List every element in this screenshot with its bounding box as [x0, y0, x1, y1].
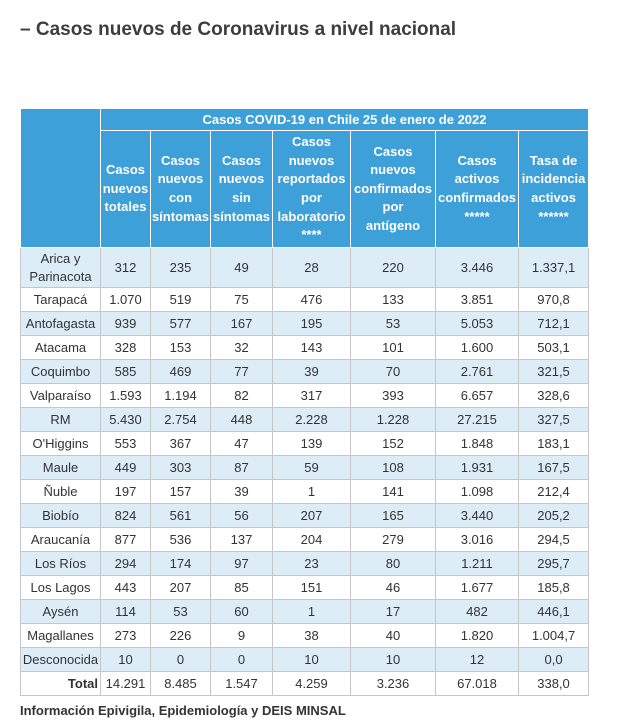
casos-laboratorio-cell: 317	[273, 384, 351, 408]
casos-antigeno-cell: 70	[351, 360, 436, 384]
table-row	[21, 432, 589, 456]
region-cell: Valparaíso	[21, 384, 101, 408]
casos-activos-cell: 1.600	[436, 336, 519, 360]
casos-con-sintomas-cell: 153	[151, 336, 211, 360]
casos-nuevos-totales-cell: 10	[101, 648, 151, 672]
casos-laboratorio-cell: 207	[273, 504, 351, 528]
casos-laboratorio-cell: 39	[273, 360, 351, 384]
casos-activos-cell: 1.677	[436, 576, 519, 600]
tasa-incidencia-cell: 712,1	[519, 312, 589, 336]
casos-nuevos-totales-cell: 1.593	[101, 384, 151, 408]
region-cell: Ñuble	[21, 480, 101, 504]
casos-sin-sintomas-cell: 85	[211, 576, 273, 600]
total-casos-laboratorio-cell: 4.259	[273, 672, 351, 696]
casos-nuevos-totales-cell: 312	[101, 248, 151, 288]
casos-sin-sintomas-cell: 9	[211, 624, 273, 648]
table-row	[21, 552, 589, 576]
tasa-incidencia-cell: 1.337,1	[519, 248, 589, 288]
casos-con-sintomas-cell: 235	[151, 248, 211, 288]
region-cell: Desconocida	[21, 648, 101, 672]
tasa-incidencia-cell: 212,4	[519, 480, 589, 504]
casos-laboratorio-cell: 1	[273, 600, 351, 624]
casos-antigeno-cell: 393	[351, 384, 436, 408]
tasa-incidencia-cell: 327,5	[519, 408, 589, 432]
casos-con-sintomas-cell: 174	[151, 552, 211, 576]
casos-laboratorio-cell: 476	[273, 288, 351, 312]
casos-antigeno-cell: 152	[351, 432, 436, 456]
header-tasa-incidencia: Tasa de incidencia activos ******	[519, 131, 589, 248]
region-cell: RM	[21, 408, 101, 432]
casos-activos-cell: 3.016	[436, 528, 519, 552]
tasa-incidencia-cell: 446,1	[519, 600, 589, 624]
casos-nuevos-totales-cell: 443	[101, 576, 151, 600]
casos-sin-sintomas-cell: 167	[211, 312, 273, 336]
casos-nuevos-totales-cell: 449	[101, 456, 151, 480]
casos-nuevos-totales-cell: 197	[101, 480, 151, 504]
table-row	[21, 312, 589, 336]
header-casos-activos: Casos activos confirmados *****	[436, 131, 519, 248]
table-row	[21, 336, 589, 360]
header-casos-laboratorio: Casos nuevos reportados por laboratorio ****	[273, 131, 351, 248]
casos-activos-cell: 6.657	[436, 384, 519, 408]
table-row	[21, 408, 589, 432]
casos-con-sintomas-cell: 469	[151, 360, 211, 384]
header-casos-con-sintomas: Casos nuevos con síntomas	[151, 131, 211, 248]
total-label: Total	[21, 672, 101, 696]
casos-sin-sintomas-cell: 32	[211, 336, 273, 360]
header-casos-nuevos-totales: Casos nuevos totales	[101, 131, 151, 248]
casos-activos-cell: 1.931	[436, 456, 519, 480]
casos-antigeno-cell: 141	[351, 480, 436, 504]
casos-con-sintomas-cell: 53	[151, 600, 211, 624]
table-row	[21, 600, 589, 624]
region-cell: Aysén	[21, 600, 101, 624]
page-title: – Casos nuevos de Coronavirus a nivel nacional	[20, 19, 457, 40]
casos-sin-sintomas-cell: 87	[211, 456, 273, 480]
source-footer: Información Epivigila, Epidemiología y DEIS MINSAL	[20, 703, 346, 718]
casos-antigeno-cell: 46	[351, 576, 436, 600]
casos-con-sintomas-cell: 519	[151, 288, 211, 312]
casos-sin-sintomas-cell: 137	[211, 528, 273, 552]
casos-sin-sintomas-cell: 60	[211, 600, 273, 624]
total-casos-con-sintomas-cell: 8.485	[151, 672, 211, 696]
casos-nuevos-totales-cell: 553	[101, 432, 151, 456]
casos-con-sintomas-cell: 0	[151, 648, 211, 672]
casos-laboratorio-cell: 38	[273, 624, 351, 648]
casos-activos-cell: 482	[436, 600, 519, 624]
casos-antigeno-cell: 10	[351, 648, 436, 672]
casos-laboratorio-cell: 28	[273, 248, 351, 288]
region-cell: Antofagasta	[21, 312, 101, 336]
tasa-incidencia-cell: 295,7	[519, 552, 589, 576]
casos-activos-cell: 1.098	[436, 480, 519, 504]
casos-nuevos-totales-cell: 5.430	[101, 408, 151, 432]
tasa-incidencia-cell: 0,0	[519, 648, 589, 672]
tasa-incidencia-cell: 167,5	[519, 456, 589, 480]
region-cell: O'Higgins	[21, 432, 101, 456]
tasa-incidencia-cell: 185,8	[519, 576, 589, 600]
table-caption: Casos COVID-19 en Chile 25 de enero de 2022	[101, 109, 589, 131]
casos-antigeno-cell: 80	[351, 552, 436, 576]
header-casos-antigeno: Casos nuevos confirmados por antígeno	[351, 131, 436, 248]
covid-cases-table	[20, 108, 589, 696]
table-row	[21, 480, 589, 504]
tasa-incidencia-cell: 1.004,7	[519, 624, 589, 648]
casos-sin-sintomas-cell: 56	[211, 504, 273, 528]
casos-nuevos-totales-cell: 939	[101, 312, 151, 336]
table-row	[21, 360, 589, 384]
casos-antigeno-cell: 165	[351, 504, 436, 528]
tasa-incidencia-cell: 183,1	[519, 432, 589, 456]
casos-con-sintomas-cell: 157	[151, 480, 211, 504]
casos-sin-sintomas-cell: 49	[211, 248, 273, 288]
total-tasa-incidencia-cell: 338,0	[519, 672, 589, 696]
table-body	[21, 248, 589, 696]
table-row	[21, 456, 589, 480]
tasa-incidencia-cell: 294,5	[519, 528, 589, 552]
casos-sin-sintomas-cell: 448	[211, 408, 273, 432]
casos-activos-cell: 12	[436, 648, 519, 672]
region-header-cell	[21, 109, 101, 248]
table-row	[21, 576, 589, 600]
casos-sin-sintomas-cell: 75	[211, 288, 273, 312]
casos-sin-sintomas-cell: 39	[211, 480, 273, 504]
casos-nuevos-totales-cell: 294	[101, 552, 151, 576]
casos-con-sintomas-cell: 2.754	[151, 408, 211, 432]
region-cell: Coquimbo	[21, 360, 101, 384]
region-cell: Biobío	[21, 504, 101, 528]
casos-sin-sintomas-cell: 47	[211, 432, 273, 456]
table-caption-row	[21, 109, 589, 131]
casos-laboratorio-cell: 151	[273, 576, 351, 600]
casos-con-sintomas-cell: 303	[151, 456, 211, 480]
casos-antigeno-cell: 108	[351, 456, 436, 480]
total-casos-sin-sintomas-cell: 1.547	[211, 672, 273, 696]
casos-con-sintomas-cell: 536	[151, 528, 211, 552]
casos-nuevos-totales-cell: 114	[101, 600, 151, 624]
region-cell: Los Ríos	[21, 552, 101, 576]
casos-nuevos-totales-cell: 877	[101, 528, 151, 552]
casos-con-sintomas-cell: 226	[151, 624, 211, 648]
casos-con-sintomas-cell: 1.194	[151, 384, 211, 408]
total-row	[21, 672, 589, 696]
casos-laboratorio-cell: 10	[273, 648, 351, 672]
casos-laboratorio-cell: 204	[273, 528, 351, 552]
casos-antigeno-cell: 279	[351, 528, 436, 552]
casos-activos-cell: 3.446	[436, 248, 519, 288]
casos-antigeno-cell: 101	[351, 336, 436, 360]
region-cell: Los Lagos	[21, 576, 101, 600]
table-row	[21, 384, 589, 408]
casos-laboratorio-cell: 2.228	[273, 408, 351, 432]
casos-con-sintomas-cell: 367	[151, 432, 211, 456]
casos-antigeno-cell: 220	[351, 248, 436, 288]
casos-laboratorio-cell: 195	[273, 312, 351, 336]
tasa-incidencia-cell: 328,6	[519, 384, 589, 408]
casos-laboratorio-cell: 139	[273, 432, 351, 456]
total-casos-activos-cell: 67.018	[436, 672, 519, 696]
casos-activos-cell: 27.215	[436, 408, 519, 432]
casos-activos-cell: 1.820	[436, 624, 519, 648]
table-row	[21, 648, 589, 672]
casos-activos-cell: 1.848	[436, 432, 519, 456]
casos-con-sintomas-cell: 561	[151, 504, 211, 528]
column-headers-row	[21, 131, 589, 248]
tasa-incidencia-cell: 503,1	[519, 336, 589, 360]
casos-nuevos-totales-cell: 273	[101, 624, 151, 648]
casos-antigeno-cell: 17	[351, 600, 436, 624]
casos-antigeno-cell: 1.228	[351, 408, 436, 432]
casos-antigeno-cell: 53	[351, 312, 436, 336]
header-casos-sin-sintomas: Casos nuevos sin síntomas	[211, 131, 273, 248]
table-row	[21, 624, 589, 648]
region-cell: Tarapacá	[21, 288, 101, 312]
casos-activos-cell: 5.053	[436, 312, 519, 336]
casos-sin-sintomas-cell: 97	[211, 552, 273, 576]
casos-activos-cell: 3.440	[436, 504, 519, 528]
table-row	[21, 504, 589, 528]
casos-nuevos-totales-cell: 328	[101, 336, 151, 360]
region-cell: Araucanía	[21, 528, 101, 552]
casos-laboratorio-cell: 23	[273, 552, 351, 576]
table-row	[21, 288, 589, 312]
tasa-incidencia-cell: 970,8	[519, 288, 589, 312]
casos-sin-sintomas-cell: 82	[211, 384, 273, 408]
casos-nuevos-totales-cell: 585	[101, 360, 151, 384]
table-row	[21, 528, 589, 552]
casos-laboratorio-cell: 59	[273, 456, 351, 480]
casos-antigeno-cell: 133	[351, 288, 436, 312]
tasa-incidencia-cell: 205,2	[519, 504, 589, 528]
region-cell: Atacama	[21, 336, 101, 360]
casos-sin-sintomas-cell: 0	[211, 648, 273, 672]
region-cell: Magallanes	[21, 624, 101, 648]
casos-laboratorio-cell: 1	[273, 480, 351, 504]
casos-laboratorio-cell: 143	[273, 336, 351, 360]
region-cell: Arica y Parinacota	[21, 248, 101, 288]
casos-activos-cell: 3.851	[436, 288, 519, 312]
casos-con-sintomas-cell: 207	[151, 576, 211, 600]
casos-antigeno-cell: 40	[351, 624, 436, 648]
casos-activos-cell: 1.211	[436, 552, 519, 576]
table-row	[21, 248, 589, 288]
casos-activos-cell: 2.761	[436, 360, 519, 384]
casos-con-sintomas-cell: 577	[151, 312, 211, 336]
region-cell: Maule	[21, 456, 101, 480]
total-casos-antigeno-cell: 3.236	[351, 672, 436, 696]
table-header	[21, 109, 589, 248]
tasa-incidencia-cell: 321,5	[519, 360, 589, 384]
casos-nuevos-totales-cell: 1.070	[101, 288, 151, 312]
total-casos-nuevos-totales-cell: 14.291	[101, 672, 151, 696]
casos-nuevos-totales-cell: 824	[101, 504, 151, 528]
casos-sin-sintomas-cell: 77	[211, 360, 273, 384]
